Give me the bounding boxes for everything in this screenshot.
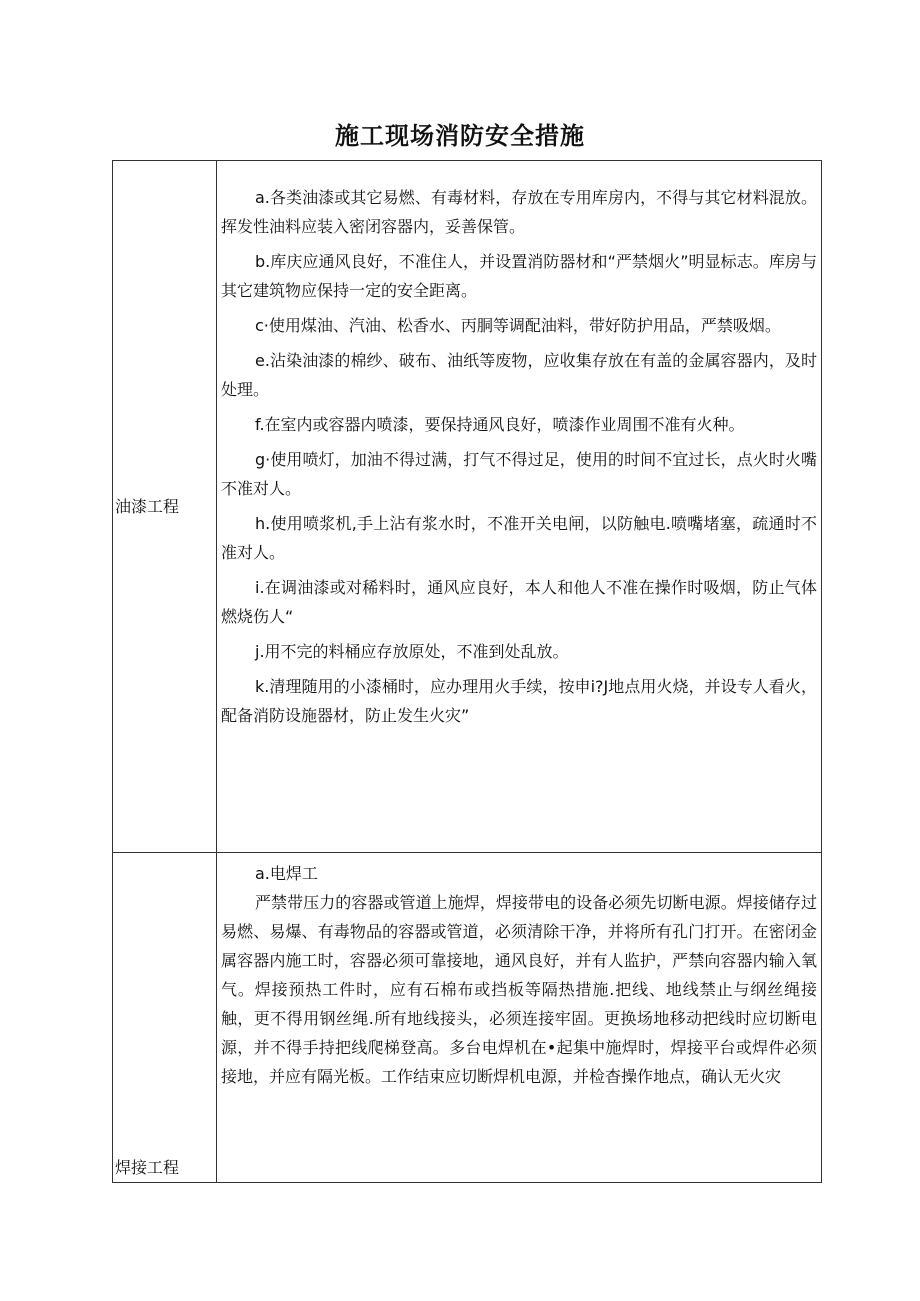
section-label-weld: 焊接工程 [113,853,217,1183]
weld-item-a: a.电焊工 [255,864,318,883]
section-label-paint: 油漆工程 [113,161,217,853]
paint-item-k: k.清理随用的小漆桶时，应办理用火手续，按申i?J地点用火烧，并设专人看火，配备消防设施器材，防止发生火灾” [221,677,817,725]
table-row [113,161,822,853]
paint-item-i: i.在调油漆或对稀料时，通风应良好，本人和他人不准在操作时吸烟，防止气体燃烧伤人“ [221,578,817,626]
paint-item-a: a.各类油漆或其它易燃、有毒材料，存放在专用库房内，不得与其它材料混放。挥发性油料应装入密闭容器内，妥善保管。 [221,188,817,236]
section-content-weld [217,853,822,1183]
paint-item-g: g·使用喷灯，加油不得过满，打气不得过足，使用的时间不宜过长，点火时火嘴不准对人。 [221,450,817,498]
paint-item-f: f.在室内或容器内喷漆，要保持通风良好，喷漆作业周围不准有火种。 [255,415,745,434]
paint-item-h: h.使用喷浆机,手上沾有浆水时，不准开关电闸，以防触电.喷嘴堵塞，疏通时不准对人。 [221,514,817,562]
paint-item-e: e.沾染油漆的棉纱、破布、油纸等废物，应收集存放在有盖的金属容器内，及时处理。 [221,351,817,399]
table-row [113,853,822,1183]
weld-item-body: 严禁带压力的容器或管道上施焊，焊接带电的设备必须先切断电源。焊接储存过易燃、易爆、有毒物品的容器或管道，必须清除干净，并将所有孔门打开。在密闭金属容器内施工时，容器必须可靠接地，通风良好，并有人监护，严禁向容器内输入氧气。焊接预热工件时，应有石棉布或挡板等隔热措施.把线、地线禁止与纲丝绳接触，更不得用钢丝绳.所有地线接头，必须连接牢固。更换场地移动把线时应切断电源，并不得手持把线爬梯登高。多台电焊机在•起集中施焊时，焊接平台或焊件必须接地，并应有隔光板。工作结束应切断焊机电源，并检杳操作地点，确认无火灾 [221,893,817,1086]
measures-table [112,160,822,1183]
page-title: 施工现场消防安全措施 [335,122,585,150]
paint-item-c: c·使用煤油、汽油、松香水、丙胴等调配油料，带好防护用品，严禁吸烟。 [255,316,781,335]
paint-item-b: b.库庆应通风良好，不准住人，并设置消防器材和“严禁烟火”明显标志。库房与其它建筑物应保持一定的安全距离。 [221,252,817,300]
section-content-paint [217,161,822,853]
paint-item-j: j.用不完的料桶应存放原处，不准到处乱放。 [255,642,569,661]
